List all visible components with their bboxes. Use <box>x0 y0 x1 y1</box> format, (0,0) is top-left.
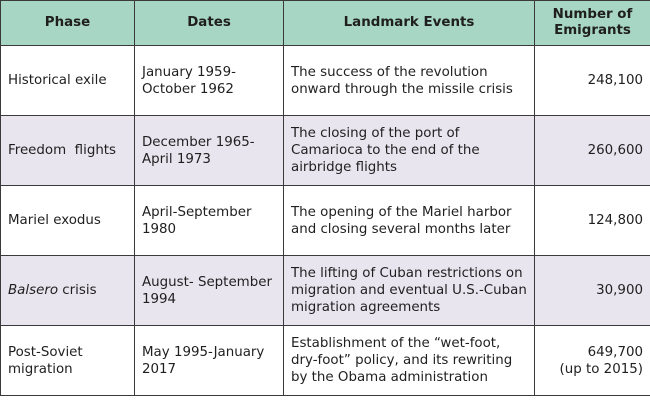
emigrants-value: 649,700 <box>587 344 643 360</box>
dates-cell: May 1995-January 2017 <box>135 326 284 396</box>
header-row <box>1 1 650 46</box>
emigrants-cell <box>535 116 650 186</box>
events-cell: The lifting of Cuban restrictions on migration and eventual U.S.-Cuban migration agreements <box>284 256 535 326</box>
emigrants-cell <box>535 46 650 116</box>
phase-text: crisis <box>58 283 97 298</box>
phase-cell <box>1 256 135 326</box>
phase-italic: Balsero <box>8 283 59 298</box>
dates-cell: August- September 1994 <box>135 256 284 326</box>
emigrants-value: 30,900 <box>596 283 643 298</box>
emigrants-value: 248,100 <box>587 73 643 88</box>
emigrants-cell <box>535 256 650 326</box>
dates-cell: December 1965-April 1973 <box>135 116 284 186</box>
phase-cell <box>1 116 135 186</box>
table-row <box>1 46 650 116</box>
emigrants-cell <box>535 186 650 256</box>
header-number-of-emigrants: Number of Emigrants <box>535 1 650 46</box>
events-cell: Establishment of the “wet-foot, dry-foot” policy, and its rewriting by the Obama administration <box>284 326 535 396</box>
header-dates: Dates <box>135 1 284 46</box>
table-row <box>1 116 650 186</box>
table-row <box>1 326 650 396</box>
table-row <box>1 256 650 326</box>
emigrants-value: 124,800 <box>587 213 643 228</box>
emigrants-note: (up to 2015) <box>559 361 643 377</box>
events-cell: The success of the revolution onward through the missile crisis <box>284 46 535 116</box>
phase-cell <box>1 186 135 256</box>
phase-cell <box>1 326 135 396</box>
header-phase: Phase <box>1 1 135 46</box>
events-cell: The closing of the port of Camarioca to the end of the airbridge flights <box>284 116 535 186</box>
header-landmark-events: Landmark Events <box>284 1 535 46</box>
emigrants-value: 260,600 <box>587 143 643 158</box>
phase-text: Post-Soviet migration <box>8 344 83 377</box>
phase-cell <box>1 46 135 116</box>
dates-cell: January 1959-October 1962 <box>135 46 284 116</box>
dates-cell: April-September 1980 <box>135 186 284 256</box>
phase-text: Historical exile <box>8 73 107 88</box>
emigrants-cell <box>535 326 650 396</box>
events-cell: The opening of the Mariel harbor and closing several months later <box>284 186 535 256</box>
table-row <box>1 186 650 256</box>
phase-text: Mariel exodus <box>8 213 101 228</box>
phase-text: Freedom flights <box>8 143 117 158</box>
